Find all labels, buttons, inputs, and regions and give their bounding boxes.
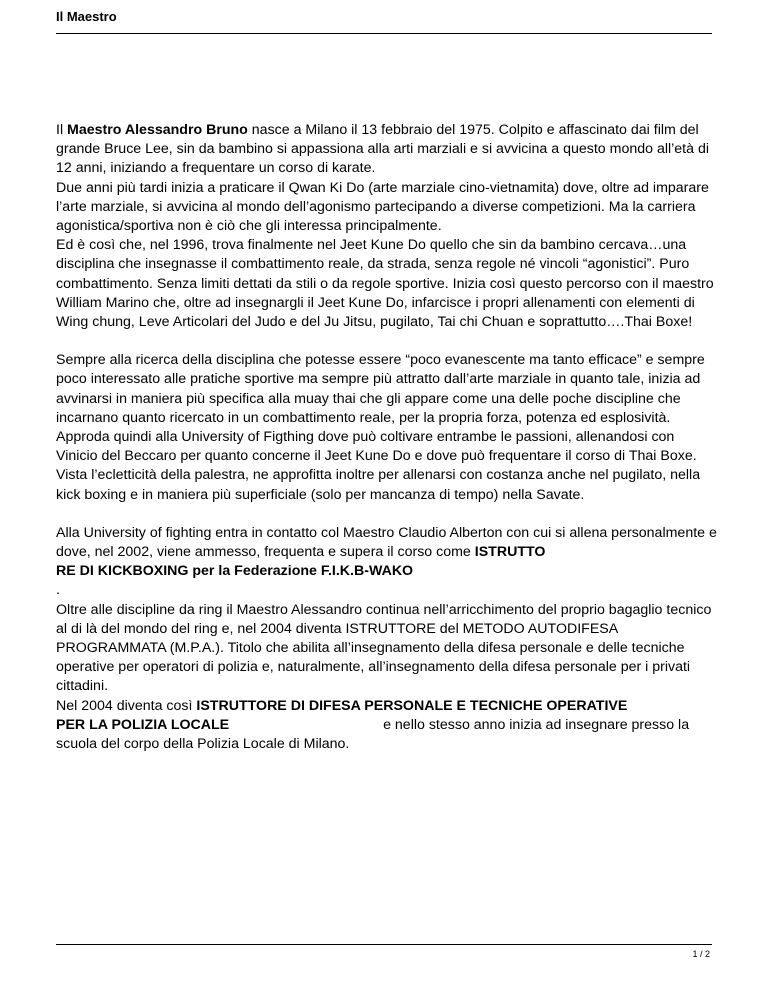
intro-text-rest: nasce a Milano il 13 febbraio del 1975. Colpito e affascinato dai film del grande Bruce Lee, sin da bambino si appassiona alla arti marziali e si avvicina a questo mondo all’età di 12 anni, iniziando a frequentare un corso di karate. [56,122,709,177]
paragraph-qwan-ki-do: Due anni più tardi inizia a praticare il Qwan Ki Do (arte marziale cino-vietnamita) dove, oltre ad imparare l’arte marziale, si avvicina al mondo dell’agonismo partecipando a diverse competizioni. Ma la carriera agonistica/sportiva non è ciò che gli interessa principalmente. [56,179,709,235]
paragraph-gap [56,332,718,351]
polizia-title-part1: ISTRUTTORE DI DIFESA PERSONALE E TECNICHE OPERATIVE [196,697,628,714]
article-body [56,121,718,754]
paragraph-intro [56,121,718,179]
paragraph-muay-thai: Sempre alla ricerca della disciplina che potesse essere “poco evanescente ma tanto efficace” e sempre poco interessato alle pratiche sportive ma sempre più attratto dall’arte marziale in quanto tale, inizia ad avvinarsi in maniera più specifica alla muay thai che gli appare come una delle poche discipline che incarnano quanto ricercato in un combattimento reale, per la propria forza, potenza ed esplosività. [56,352,705,426]
kickboxing-text: Alla University of fighting entra in contatto col Maestro Claudio Alberton con cui si allena personalmente e dove, nel 2002, viene ammesso, frequenta e supera il corso come [56,524,717,561]
header-divider [56,33,712,34]
intro-text-start: Il [56,122,68,138]
maestro-name: Maestro Alessandro Bruno [67,122,248,138]
header-title: Il Maestro [56,9,117,24]
paragraph-mpa: Oltre alle discipline da ring il Maestro Alessandro continua nell’arricchimento del proprio bagaglio tecnico al di là del mondo del ring e, nel 2004 diventa ISTRUTTORE del METODO AUTODIFESA PROGRAMMATA (M.P.A.). Titolo che abilita all’insegnamento della difesa personale e delle tecniche operative per operatori di polizia e, naturalmente, all’insegnamento della difesa personale per i privati cittadini. [56,601,712,695]
paragraph-polizia-locale [56,697,718,755]
paragraph-kickboxing [56,524,718,601]
paragraph-gap [56,505,718,524]
paragraph-jeet-kune-do: Ed è così che, nel 1996, trova finalmente nel Jeet Kune Do quello che sin da bambino cercava…una disciplina che insegnasse il combattimento reale, da strada, senza regole né vincoli “agonistici”. Puro combattimento. Senza limiti dettati da stili o da regole sportive. Inizia così questo percorso con il maestro William Marino che, oltre ad insegnargli il Jeet Kune Do, infarcisce i propri allenamenti con elementi di Wing chung, Leve Articolari del Judo e del Ju Jitsu, pugilato, Tai chi Chuan e soprattutto….Thai Boxe! [56,237,714,331]
polizia-text-rest: e nello stesso anno inizia ad insegnare presso la scuola del corpo della Polizia Locale di Milano. [56,716,690,753]
footer-divider [56,944,712,945]
polizia-text-start: Nel 2004 diventa così [56,697,197,714]
polizia-title-part2: PER LA POLIZIA LOCALE [56,716,230,733]
stray-period: . [56,582,60,599]
kickboxing-title-part1: ISTRUTTO [474,544,546,561]
paragraph-university: Approda quindi alla University of Figthing dove può coltivare entrambe le passioni, allenandosi con Vinicio del Beccaro per quanto concerne il Jeet Kune Do e dove può frequentare il corso di Thai Boxe. Vista l’ecletticità della palestra, ne approfitta inoltre per allenarsi con costanza anche nel pugilato, nella kick boxing e in maniera più superficiale (solo per mancanza di tempo) nella Savate. [56,429,701,503]
kickboxing-title-part2: RE DI KICKBOXING per la Federazione F.I.K.B-WAKO [56,563,414,580]
page-number: 1 / 2 [692,949,710,959]
